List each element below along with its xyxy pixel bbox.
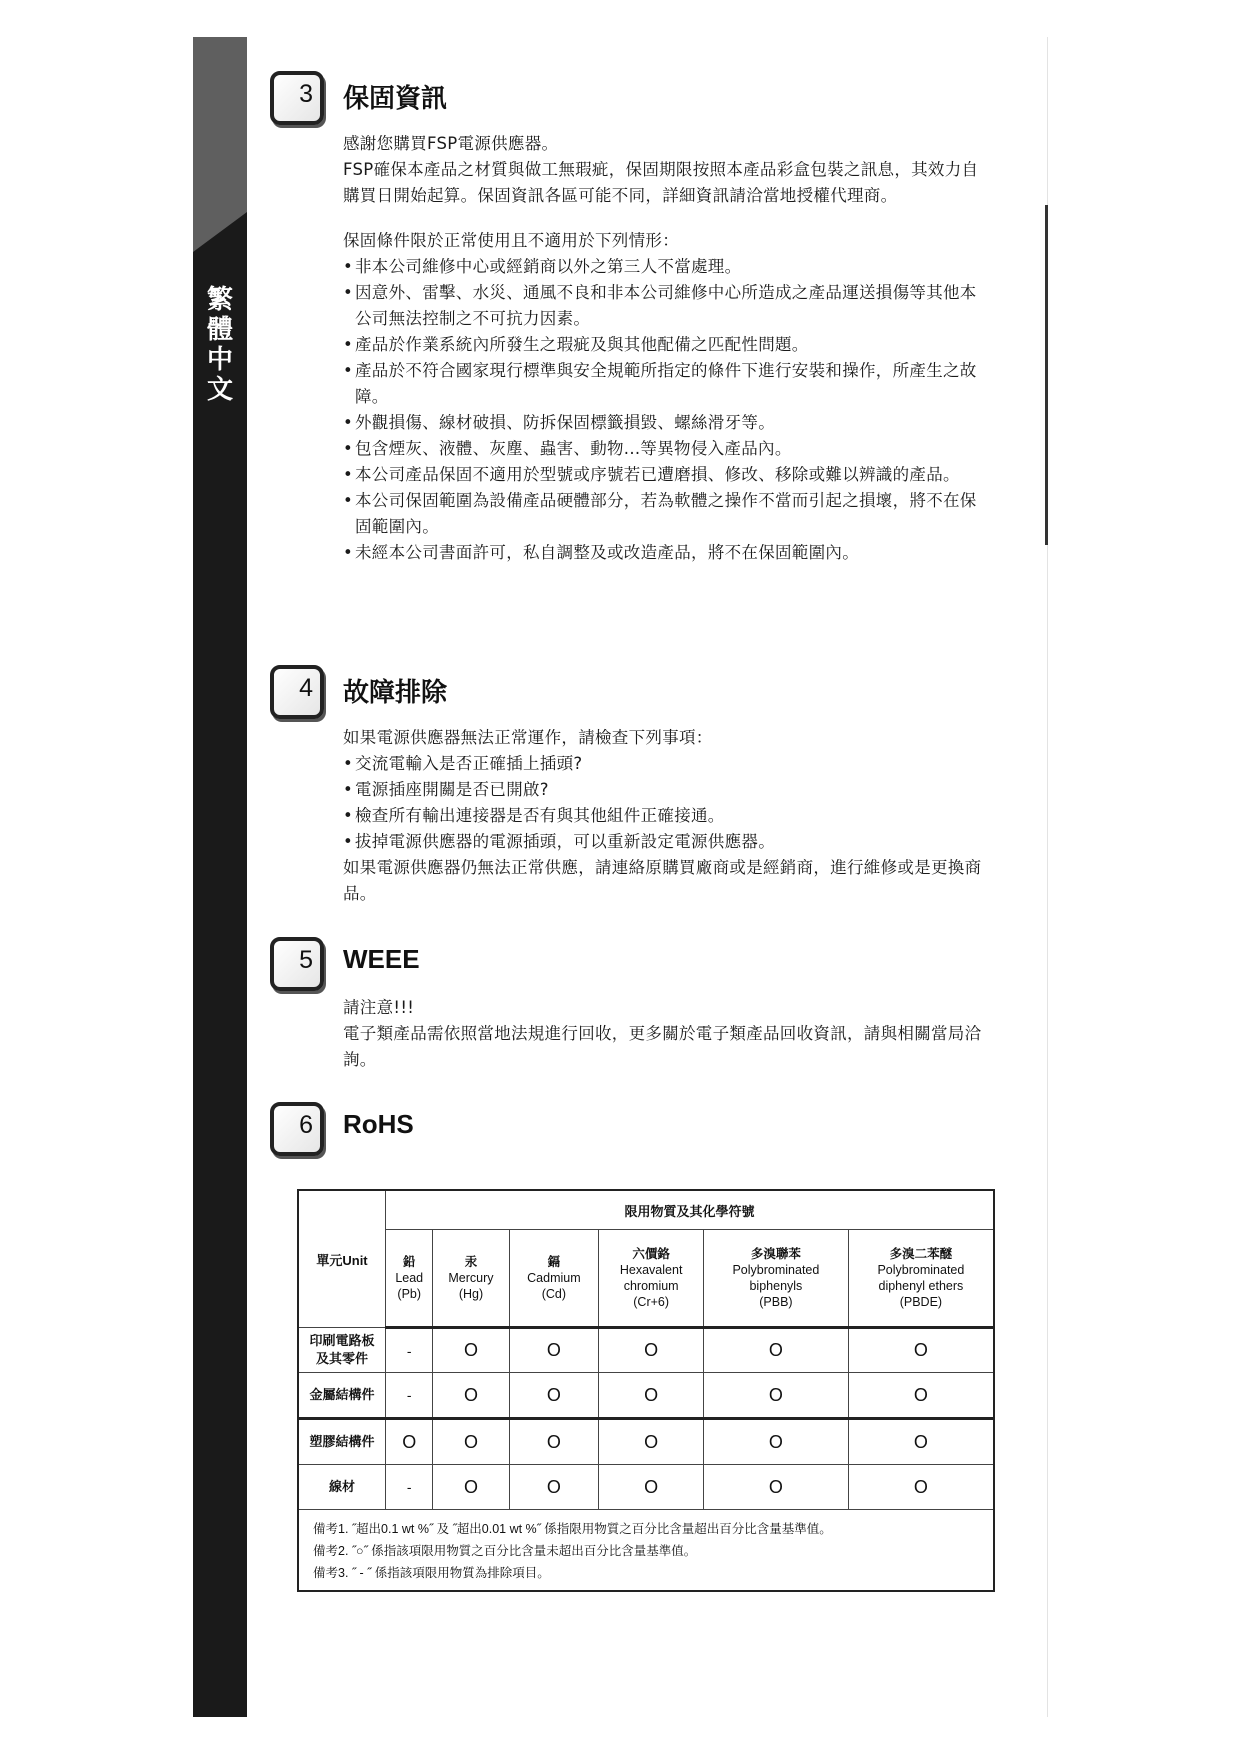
bullet-list bbox=[343, 751, 993, 855]
row-name-line: 印刷電路板 bbox=[309, 1333, 375, 1348]
substance-header-line: (Hg) bbox=[458, 1287, 484, 1301]
substance-header-line: 鎘 bbox=[547, 1255, 561, 1269]
bullet-list bbox=[343, 254, 993, 566]
language-char: 體 bbox=[206, 315, 233, 345]
value-cell: O bbox=[509, 1373, 599, 1419]
section-number-badge: 5 bbox=[270, 937, 324, 991]
list-item: • 產品於作業系統內所發生之瑕疵及與其他配備之匹配性問題。 bbox=[343, 332, 993, 358]
section-number-badge: 6 bbox=[270, 1102, 324, 1156]
section-body bbox=[343, 725, 993, 907]
row-name-cell bbox=[298, 1373, 386, 1419]
table-note: 備考3. ˝ - ˝ 係指該項限用物質為排除項目。 bbox=[313, 1566, 550, 1580]
value-cell: O bbox=[433, 1373, 509, 1419]
paragraph: FSP確保本產品之材質與做工無瑕疵，保固期限按照本產品彩盒包裝之訊息，其效力自購買日開始起算。保固資訊各區可能不同，詳細資訊請洽當地授權代理商。 bbox=[343, 160, 979, 205]
table-row bbox=[298, 1419, 994, 1465]
value-cell: O bbox=[599, 1419, 704, 1465]
list-item: • 拔掉電源供應器的電源插頭，可以重新設定電源供應器。 bbox=[343, 829, 993, 855]
language-char: 文 bbox=[206, 375, 233, 405]
list-item: • 電源插座開關是否已開啟? bbox=[343, 777, 993, 803]
row-name-cell bbox=[298, 1328, 386, 1373]
list-item: • 外觀損傷、線材破損、防拆保固標籤損毀、螺絲滑牙等。 bbox=[343, 410, 993, 436]
section-title: 故障排除 bbox=[343, 677, 448, 707]
table-notes bbox=[298, 1510, 994, 1592]
substance-header-line: Polybrominated bbox=[877, 1263, 965, 1277]
value-cell: O bbox=[599, 1465, 704, 1510]
language-sidebar bbox=[193, 37, 247, 1717]
paragraph: 保固條件限於正常使用且不適用於下列情形： bbox=[343, 231, 679, 250]
section-title: WEEE bbox=[343, 944, 420, 974]
sidebar-notch bbox=[193, 212, 247, 252]
value-cell: O bbox=[433, 1328, 509, 1373]
substance-header bbox=[433, 1230, 509, 1328]
substance-header-line: Hexavalent bbox=[619, 1263, 683, 1277]
value-cell: O bbox=[848, 1419, 994, 1465]
value-cell: O bbox=[509, 1465, 599, 1510]
row-name-line: 線材 bbox=[328, 1479, 355, 1494]
paragraph: 請注意!!! bbox=[343, 998, 415, 1017]
value-cell: O bbox=[433, 1419, 509, 1465]
rohs-substance-table bbox=[297, 1189, 995, 1592]
value-cell: - bbox=[386, 1465, 433, 1510]
substance-header-line: biphenyls bbox=[749, 1279, 803, 1293]
value-cell: O bbox=[704, 1373, 849, 1419]
paragraph: 如果電源供應器無法正常運作，請檢查下列事項： bbox=[343, 728, 713, 747]
list-item: • 本公司產品保固不適用於型號或序號若已遭磨損、修改、移除或難以辨識的產品。 bbox=[343, 462, 993, 488]
table-body bbox=[298, 1328, 994, 1510]
list-item: • 包含煙灰、液體、灰塵、蟲害、動物...等異物侵入產品內。 bbox=[343, 436, 993, 462]
row-name-line: 金屬結構件 bbox=[309, 1387, 375, 1402]
list-item: • 本公司保固範圍為設備產品硬體部分，若為軟體之操作不當而引起之損壞，將不在保固範圍內。 bbox=[343, 488, 993, 540]
substance-header-line: Mercury bbox=[448, 1271, 494, 1285]
section-body bbox=[343, 131, 993, 566]
value-cell: - bbox=[386, 1328, 433, 1373]
row-name-line: 塑膠結構件 bbox=[309, 1434, 375, 1449]
value-cell: O bbox=[704, 1328, 849, 1373]
paragraph: 感謝您購買FSP電源供應器。 bbox=[343, 134, 559, 153]
substance-header bbox=[599, 1230, 704, 1328]
row-name-line: 及其零件 bbox=[315, 1351, 368, 1366]
value-cell: O bbox=[848, 1328, 994, 1373]
substance-header-line: 汞 bbox=[464, 1255, 478, 1269]
substance-header-line: (Cr+6) bbox=[633, 1295, 670, 1309]
list-item: • 未經本公司書面許可，私自調整及或改造產品，將不在保固範圍內。 bbox=[343, 540, 993, 566]
value-cell: O bbox=[848, 1373, 994, 1419]
substance-header-line: 六價鉻 bbox=[632, 1247, 670, 1261]
list-item: • 檢查所有輸出連接器是否有與其他組件正確接通。 bbox=[343, 803, 993, 829]
substance-header-line: (PBDE) bbox=[899, 1295, 943, 1309]
substance-header-line: (PBB) bbox=[759, 1295, 793, 1309]
substance-header-row bbox=[298, 1230, 994, 1328]
section-number-badge: 3 bbox=[270, 71, 324, 125]
value-cell: - bbox=[386, 1373, 433, 1419]
value-cell: O bbox=[704, 1465, 849, 1510]
value-cell: O bbox=[599, 1373, 704, 1419]
value-cell: O bbox=[509, 1328, 599, 1373]
row-name-cell bbox=[298, 1419, 386, 1465]
section-title: 保固資訊 bbox=[343, 83, 448, 113]
group-header: 限用物質及其化學符號 bbox=[386, 1190, 995, 1230]
substance-header bbox=[509, 1230, 599, 1328]
sidebar-top-band bbox=[193, 37, 247, 212]
substance-header bbox=[704, 1230, 849, 1328]
value-cell: O bbox=[433, 1465, 509, 1510]
list-item: • 交流電輸入是否正確插上插頭? bbox=[343, 751, 993, 777]
substance-header-line: Cadmium bbox=[527, 1271, 581, 1285]
list-item: • 非本公司維修中心或經銷商以外之第三人不當處理。 bbox=[343, 254, 993, 280]
language-char: 繁 bbox=[206, 285, 233, 315]
table-row bbox=[298, 1373, 994, 1419]
substance-header-line: diphenyl ethers bbox=[878, 1279, 964, 1293]
substance-header bbox=[386, 1230, 433, 1328]
table-row bbox=[298, 1465, 994, 1510]
value-cell: O bbox=[386, 1419, 433, 1465]
value-cell: O bbox=[848, 1465, 994, 1510]
substance-header-line: (Cd) bbox=[541, 1287, 567, 1301]
substance-header-line: 多溴二苯醚 bbox=[889, 1247, 953, 1261]
paragraph: 如果電源供應器仍無法正常供應，請連絡原購買廠商或是經銷商，進行維修或是更換商品。 bbox=[343, 858, 982, 903]
value-cell: O bbox=[599, 1328, 704, 1373]
row-name-cell bbox=[298, 1465, 386, 1510]
substance-header-line: chromium bbox=[623, 1279, 679, 1293]
language-label bbox=[205, 285, 235, 405]
substance-header-line: Polybrominated bbox=[732, 1263, 820, 1277]
table-note: 備考1. ˝超出0.1 wt %˝ 及 ˝超出0.01 wt %˝ 係指限用物質之百分比含量超出百分比含量基準值。 bbox=[313, 1522, 832, 1536]
right-margin-mark bbox=[1045, 205, 1048, 545]
section-number-badge: 4 bbox=[270, 665, 324, 719]
list-item: • 產品於不符合國家現行標準與安全規範所指定的條件下進行安裝和操作，所產生之故障。 bbox=[343, 358, 993, 410]
substance-header bbox=[848, 1230, 994, 1328]
section-title: RoHS bbox=[343, 1109, 414, 1139]
substance-header-line: (Pb) bbox=[397, 1287, 422, 1301]
table-row bbox=[298, 1328, 994, 1373]
substance-header-line: Lead bbox=[395, 1271, 424, 1285]
value-cell: O bbox=[704, 1419, 849, 1465]
table-note: 備考2. ˝○˝ 係指該項限用物質之百分比含量未超出百分比含量基準值。 bbox=[313, 1544, 697, 1558]
unit-header: 單元Unit bbox=[298, 1190, 386, 1328]
section-body bbox=[343, 995, 993, 1073]
list-item: • 因意外、雷擊、水災、通風不良和非本公司維修中心所造成之產品運送損傷等其他本公司無法控制之不可抗力因素。 bbox=[343, 280, 993, 332]
substance-header-line: 多溴聯苯 bbox=[750, 1247, 801, 1261]
language-char: 中 bbox=[206, 345, 233, 375]
paragraph: 電子類產品需依照當地法規進行回收，更多關於電子類產品回收資訊，請與相關當局洽詢。 bbox=[343, 1024, 982, 1069]
substance-header-line: 鉛 bbox=[402, 1255, 416, 1269]
value-cell: O bbox=[509, 1419, 599, 1465]
